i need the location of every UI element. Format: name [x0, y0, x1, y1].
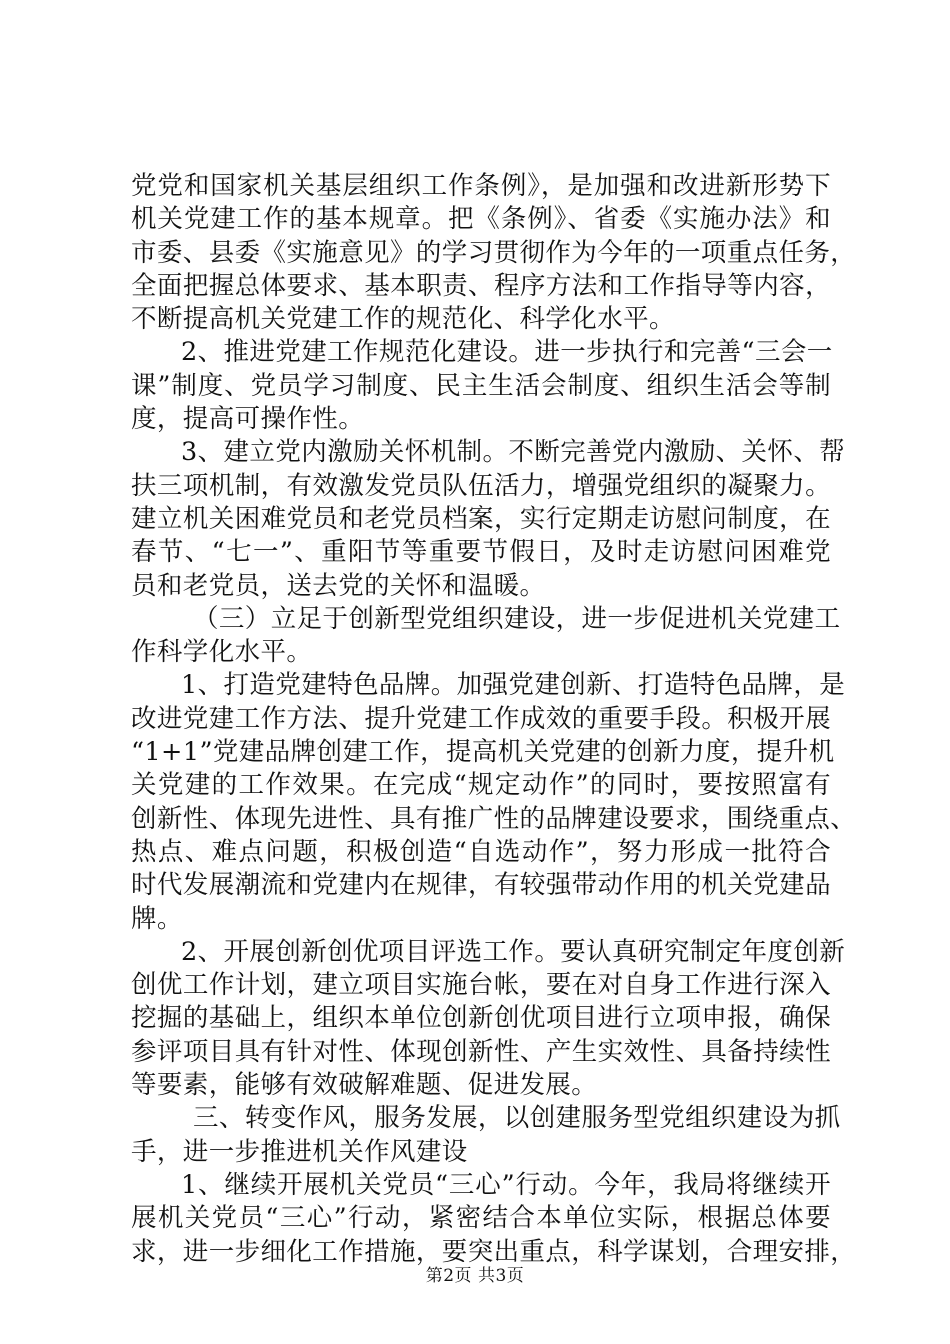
text-line: 度，提高可操作性。 [131, 404, 365, 435]
text-line: 建立机关困难党员和老党员档案，实行定期走访慰问制度，在 [131, 503, 831, 534]
text-line: 1、打造党建特色品牌。加强党建创新、打造特色品牌，是 [181, 670, 846, 701]
text-line: 创新性、体现先进性、具有推广性的品牌建设要求，围绕重点、 [131, 803, 857, 834]
text-line: （三）立足于创新型党组织建设，进一步促进机关党建工 [193, 603, 841, 634]
text-line: 作科学化水平。 [131, 637, 313, 668]
text-line: 党党和国家机关基层组织工作条例》，是加强和改进新形势下 [131, 171, 831, 201]
text-line: 机关党建工作的基本规章。把《条例》、省委《实施办法》和 [131, 204, 831, 235]
text-line: 课”制度、党员学习制度、民主生活会制度、组织生活会等制 [131, 370, 831, 401]
text-line: “1+1”党建品牌创建工作，提高机关党建的创新力度，提升机 [131, 737, 835, 768]
text-line: 等要素，能够有效破解难题、促进发展。 [131, 1070, 598, 1101]
text-line: 求，进一步细化工作措施，要突出重点，科学谋划，合理安排， [131, 1236, 857, 1267]
text-line: 2、推进党建工作规范化建设。进一步执行和完善“三会一 [181, 337, 833, 368]
text-line: 挖掘的基础上，组织本单位创新创优项目进行立项申报，确保 [131, 1003, 831, 1034]
text-line: 春节、“七一”、重阳节等重要节假日，及时走访慰问困难党 [131, 537, 831, 568]
text-line: 1、继续开展机关党员“三心”行动。今年，我局将继续开 [181, 1169, 831, 1200]
text-line: 全面把握总体要求、基本职责、程序方法和工作指导等内容， [131, 270, 831, 301]
text-line: 热点、难点问题，积极创造“自选动作”，努力形成一批符合 [131, 836, 831, 867]
text-line: 手，进一步推进机关作风建设 [131, 1136, 468, 1167]
text-line: 展机关党员“三心”行动，紧密结合本单位实际，根据总体要 [131, 1203, 831, 1234]
body-text [131, 170, 857, 1269]
text-line: 扶三项机制，有效激发党员队伍活力，增强党组织的凝聚力。 [131, 470, 831, 501]
text-line: 2、开展创新创优项目评选工作。要认真研究制定年度创新 [181, 936, 846, 967]
text-line: 关党建的工作效果。在完成“规定动作”的同时，要按照富有 [131, 770, 831, 801]
text-line: 不断提高机关党建工作的规范化、科学化水平。 [131, 304, 675, 335]
page-number-footer: 第2页 共3页 [425, 1266, 525, 1286]
text-line: 改进党建工作方法、提升党建工作成效的重要手段。积极开展 [131, 703, 831, 734]
text-line: 创优工作计划，建立项目实施台帐，要在对自身工作进行深入 [131, 970, 831, 1001]
text-line: 3、建立党内激励关怀机制。不断完善党内激励、关怀、帮 [181, 437, 846, 468]
text-line: 三、转变作风，服务发展，以创建服务型党组织建设为抓 [193, 1103, 841, 1134]
text-line: 参评项目具有针对性、体现创新性、产生实效性、具备持续性 [131, 1036, 831, 1067]
text-line: 员和老党员，送去党的关怀和温暖。 [131, 570, 546, 601]
text-line: 牌。 [131, 903, 183, 934]
text-line: 市委、县委《实施意见》的学习贯彻作为今年的一项重点任务， [131, 237, 857, 268]
text-line: 时代发展潮流和党建内在规律，有较强带动作用的机关党建品 [131, 870, 831, 901]
